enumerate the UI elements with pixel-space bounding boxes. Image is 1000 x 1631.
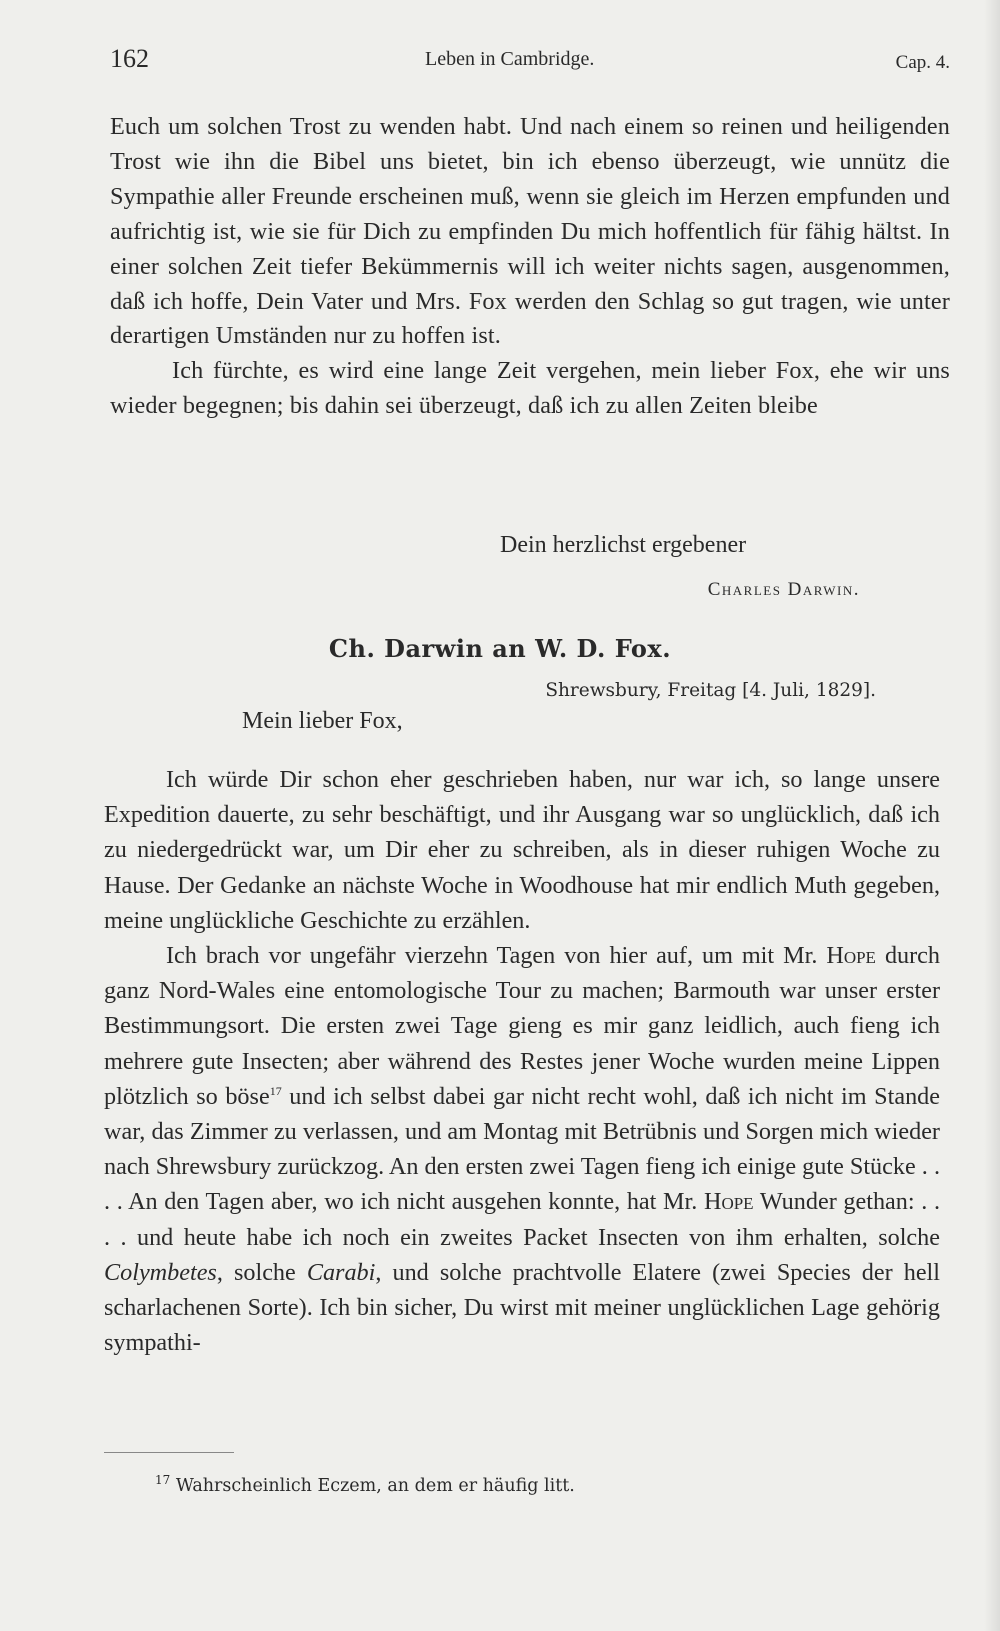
page-header — [110, 44, 950, 78]
p2-name-hope-1: Hope — [826, 942, 876, 970]
letter2-paragraph-1: Ich würde Dir schon eher geschrieben haben, nur war ich, so lange unsere Expedition dauerte, zu sehr beschäftigt, und ihr Ausgang war so unglücklich, daß ich zu niedergedrückt war, um Dir eher zu schreiben, als in dieser ruhigen Woche zu Hause. Der Gedanke an nächste Woche in Woodhouse hat mir endlich Muth gegeben, meine unglückliche Geschichte zu erzählen. — [104, 766, 940, 934]
p2-text-b: durch ganz Nord-Wales eine entomologische Tour zu machen; Barmouth war unser erster Bestimmungsort. Die ersten zwei Tage gieng es mir ganz leidlich, auch fieng ich mehrere gute Insecten; aber während des Restes jener Woche wurden meine Lippen plötzlich so böse — [104, 942, 941, 1110]
p2-text-d: Wunder gethan: . . . . und heute habe ich noch ein zweites Packet Insecten von ihm erhalten, solche — [104, 1188, 941, 1251]
footnote — [155, 1473, 575, 1496]
p2-term-carabi: Carabi — [306, 1258, 376, 1286]
letter2-body — [104, 762, 940, 1360]
letter2-paragraph-2 — [104, 938, 940, 1360]
letter2-salutation: Mein lieber Fox, — [242, 708, 403, 734]
page-edge-shadow — [984, 0, 1000, 1631]
letter2-dateline: Shrewsbury, Freitag [4. Juli, 1829]. — [545, 680, 876, 701]
footnote-text: Wahrscheinlich Eczem, an dem er häufig litt. — [175, 1476, 575, 1496]
footnote-number: 17 — [155, 1473, 171, 1488]
letter1-closing: Dein herzlichst ergebener — [500, 532, 747, 558]
p2-text-c: und ich selbst dabei gar nicht recht wohl, daß ich nicht im Stande war, das Zimmer zu verlassen, und am Montag mit Betrübnis und Sorgen mich wieder nach Shrewsbury zurückzog. An den ersten zwei Tagen fieng ich einige gute Stücke . . . . An den Tagen aber, wo ich nicht ausgehen konnte, hat Mr. — [104, 1082, 941, 1216]
chapter-label: Cap. 4. — [895, 52, 950, 73]
p2-name-hope-2: Hope — [703, 1188, 754, 1216]
p2-text-a: Ich brach vor ungefähr vierzehn Tagen von hier auf, um mit Mr. — [166, 942, 818, 970]
footnote-reference: 17 — [269, 1083, 282, 1098]
letter1-paragraph-2: Ich fürchte, es wird eine lange Zeit vergehen, mein lieber Fox, ehe wir uns wieder begegnen; bis dahin sei überzeugt, daß ich zu allen Zeiten bleibe — [110, 357, 950, 420]
p2-text-e: , solche — [216, 1258, 296, 1286]
letter1-signature: Charles Darwin. — [707, 579, 860, 600]
page-number: 162 — [110, 44, 149, 73]
p2-text-f: , und solche prachtvolle Elatere (zwei Species der hell scharlachenen Sorte). Ich bin sicher, Du wirst mit meiner unglücklichen Lage gehörig sympathi- — [104, 1258, 940, 1357]
running-title: Leben in Cambridge. — [425, 48, 595, 70]
p2-term-colymbetes: Colymbetes — [104, 1258, 217, 1286]
footnote-divider — [104, 1452, 234, 1453]
letter2-title: Ch. Darwin an W. D. Fox. — [328, 634, 672, 663]
letter1-body — [110, 110, 950, 424]
letter1-paragraph-1: Euch um solchen Trost zu wenden habt. Und nach einem so reinen und heiligenden Trost wie ihn die Bibel uns bietet, bin ich ebenso überzeugt, wie unnütz die Sympathie aller Freunde erscheinen muß, wenn sie gleich im Herzen empfunden und aufrichtig ist, wie sie für Dich zu empfinden Du mich hoffentlich für fähig hältst. In einer solchen Zeit tiefer Bekümmernis will ich weiter nichts sagen, ausgenommen, daß ich hoffe, Dein Vater und Mrs. Fox werden den Schlag so gut tragen, wie unter derartigen Umständen nur zu hoffen ist. — [110, 113, 950, 350]
